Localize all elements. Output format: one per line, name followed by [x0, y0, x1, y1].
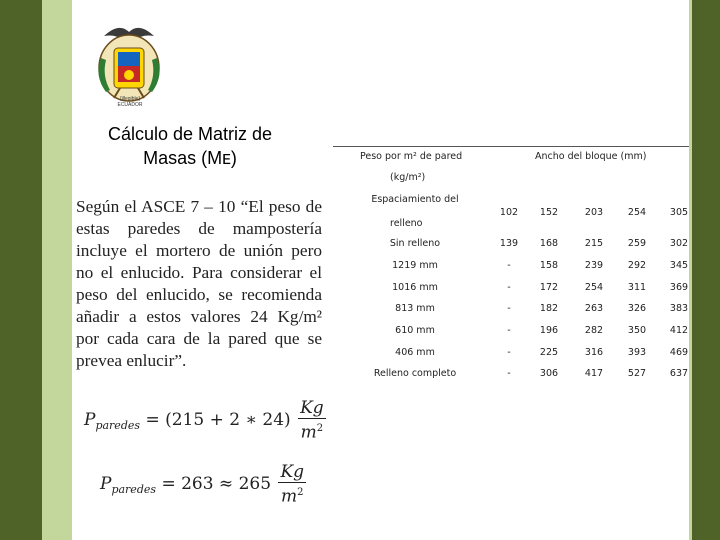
header-weight-line2: (kg/m²)	[390, 172, 426, 183]
table-cell: 203	[584, 207, 604, 218]
table-cell: 139	[499, 238, 519, 249]
title-line2: Masas (Mᴇ)	[143, 148, 237, 168]
table-row-label: Sin relleno	[389, 238, 441, 249]
table-cell: 152	[539, 207, 559, 218]
table-cell: 469	[669, 347, 689, 358]
table-cell: 383	[669, 303, 689, 314]
table-cell: 196	[539, 325, 559, 336]
table-row-label: 1219 mm	[392, 260, 438, 271]
table-cell: -	[507, 260, 511, 271]
table-cell: 316	[584, 347, 604, 358]
coat-of-arms-logo	[84, 18, 174, 108]
left-band-dark	[0, 0, 42, 540]
formula1-symbol: P	[84, 409, 96, 430]
table-cell: -	[507, 347, 511, 358]
formula2-expression: = 263 ≈ 265	[161, 473, 272, 494]
formula1-numerator: Kg	[300, 398, 324, 418]
table-cell: 369	[669, 282, 689, 293]
formula1-fraction	[298, 398, 326, 443]
formula1-denominator: $m^2$	[300, 422, 324, 443]
formula2-denominator: $m^2$	[281, 486, 304, 507]
seal-caption-line1: [illegible]	[120, 96, 140, 102]
formula2-symbol: P	[100, 473, 112, 494]
header-divider	[333, 146, 689, 147]
table-cell: 527	[627, 368, 647, 379]
table-row-label: 813 mm	[395, 303, 435, 314]
table-cell: 282	[584, 325, 604, 336]
table-cell: -	[507, 303, 511, 314]
table-row-label: 406 mm	[395, 347, 435, 358]
table-cell: 158	[539, 260, 559, 271]
table-cell: 305	[669, 207, 689, 218]
table-cell: 168	[539, 238, 559, 249]
formula2-fraction	[278, 462, 306, 507]
table-cell: 302	[669, 238, 689, 249]
table-cell: -	[507, 368, 511, 379]
table-row-label: 1016 mm	[392, 282, 438, 293]
slide-title	[86, 122, 294, 170]
table-row-label-line2: relleno	[390, 218, 423, 229]
table-cell: 102	[499, 207, 519, 218]
table-cell: 350	[627, 325, 647, 336]
table-row-label: 610 mm	[395, 325, 435, 336]
table-cell: 637	[669, 368, 689, 379]
table-cell: 326	[627, 303, 647, 314]
table-cell: -	[507, 282, 511, 293]
table-cell: 292	[627, 260, 647, 271]
formula-wall-weight-result	[100, 462, 306, 507]
table-cell: 215	[584, 238, 604, 249]
table-cell: 254	[627, 207, 647, 218]
table-cell: 345	[669, 260, 689, 271]
formula1-expression: = (215 + 2 ∗ 24)	[145, 409, 291, 430]
table-cell: 172	[539, 282, 559, 293]
table-cell: -	[507, 325, 511, 336]
table-cell: 263	[584, 303, 604, 314]
asce-quote-paragraph: Según el ASCE 7 – 10 “El peso de estas paredes de mampostería incluye el mortero de unión pero no el enlucido. Para considerar el peso del enlucido, se recomienda añadir a estos valores 24 Kg/m² por cada cara de la pared que se prevea enlucir”.	[76, 197, 322, 370]
table-cell: 306	[539, 368, 559, 379]
seal-caption	[100, 96, 160, 108]
table-cell: 225	[539, 347, 559, 358]
formula2-numerator: Kg	[280, 462, 305, 482]
title-line1: Cálculo de Matriz de	[107, 124, 273, 144]
table-cell: 311	[627, 282, 647, 293]
table-row-label: Espaciamiento del	[371, 194, 459, 205]
table-cell: 254	[584, 282, 604, 293]
formula-wall-weight	[84, 398, 326, 443]
table-cell: 182	[539, 303, 559, 314]
table-cell: 417	[584, 368, 604, 379]
table-cell: 239	[584, 260, 604, 271]
table-cell: 259	[627, 238, 647, 249]
left-band-light	[42, 0, 72, 540]
header-weight-line1: Peso por m² de pared	[360, 151, 463, 162]
table-cell: 412	[669, 325, 689, 336]
formula2-subscript: paredes	[111, 482, 157, 496]
seal-caption-line2: ECUADOR	[117, 102, 143, 108]
table-cell: 393	[627, 347, 647, 358]
table-row-label: Relleno completo	[373, 368, 457, 379]
header-block-width: Ancho del bloque (mm)	[535, 151, 647, 162]
formula1-subscript: paredes	[95, 418, 141, 432]
